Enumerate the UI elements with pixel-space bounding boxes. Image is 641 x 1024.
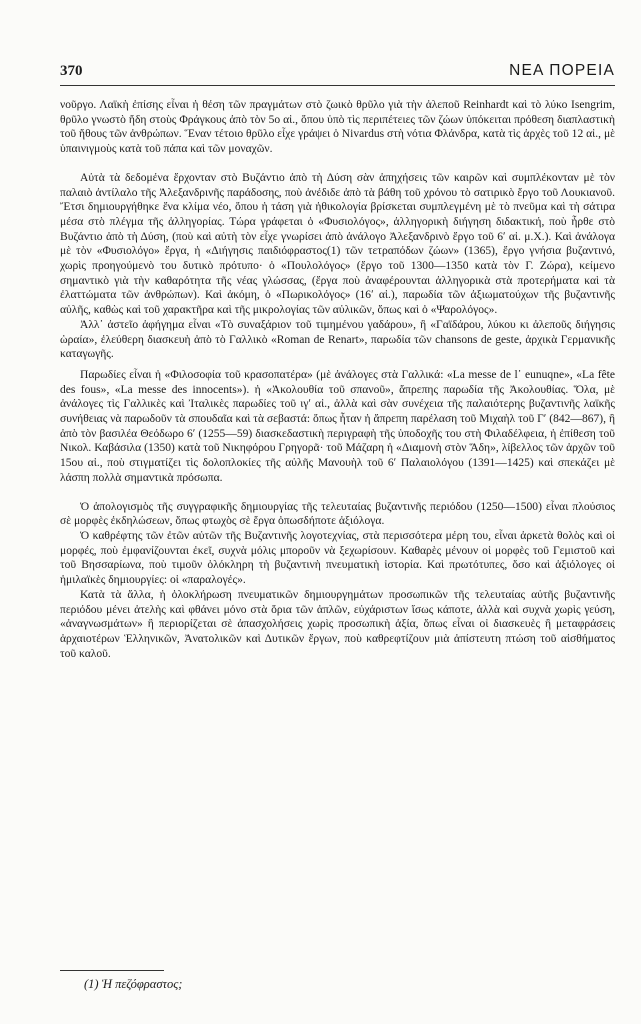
- paragraph: Αὐτὰ τὰ δεδομένα ἔρχονταν στὸ Βυζάντιο ἀπὸ τὴ Δύση σὰν ἀπηχήσεις τῶν καιρῶν καὶ συμπλέκονταν μὲ τὸν παλαιὸ ἀντίλαλο τῆς Ἀλεξανδρινῆς παράδοσης, ποὺ ἀνέδιδε ἀπὸ τὰ βάθη τοῦ χρόνου τὸ σατιρικὸ ἔργο τοῦ Λουκιανοῦ. Ἔτσι δημιουργήθηκε ἕνα κλίμα νέο, ὅπου ἡ τάση γιὰ ἠθικολογία βρίσκεται συμπλεγμένη μὲ τὸ πνεῦμα καὶ τὴ σάτιρα μέσα στὸ πλέγμα τῆς ἀλληγορίας. Τώρα γράφεται ὁ «Φυσιολόγος», ἀλληγορικὴ διήγηση διδακτική, ποὺ ἦρθε στὸ Βυζάντιο ἀπὸ τὴ Δύση, (ποὺ καὶ αὐτὴ τὸν εἶχε γνωρίσει ἀπὸ ἀνάλογο Ἀλεξανδρινὸ ἔργο τοῦ 6ʹ αἱ. μ.Χ.). Καὶ ἀνάλογα μὲ τὸν «Φυσιολόγο» ἔργα, ἡ «Διήγησις παιδιόφραστος(1) τῶν τετραπόδων ζώων» (1365), ἔργο γνήσια βυζαντινό, χωρὶς προηγούμενὸ του δυτικὸ πρότυπο· ὁ «Πουλολόγος» (ἔργο τοῦ 1300—1350 κατὰ τὸν Γ. Ζώρα), κείμενο σημαντικὸ γιὰ τὴν καθαρότητα τῆς νέας γλώσσας, (ἔργα ποὺ ἀναφέρουνται ἀλληγορικὰ στὰ προτερήματα καὶ τὰ ἐλαττώματα τῶν ἀνθρώπων). Καὶ ἀκόμη, ὁ «Πωρικολόγος» (16ʹ αἱ.), παρωδία τῶν ἀξιωματούχων τῆς βυζαντινῆς αὐλῆς, καθὼς καὶ τοῦ χαρακτῆρα καὶ τῆς μικρολογίας τῶν αὐλικῶν, ὅπως καὶ ὁ «Ψαρολόγος».: [60, 171, 615, 317]
- footnote-rule: [60, 970, 164, 971]
- paragraph: Ὁ ἀπολογισμὸς τῆς συγγραφικῆς δημιουργίας τῆς τελευταίας βυζαντινῆς περιόδου (1250—1500) εἶναι πλούσιος σὲ μορφὲς ἐκδηλώσεων, ὅπως φτωχὸς σὲ ἔργα ὁπωσδήποτε ἀξιόλογα.: [60, 500, 615, 528]
- running-title: ΝΕΑ ΠΟΡΕΙΑ: [509, 62, 615, 79]
- header-rule: [60, 85, 615, 86]
- page-header: [60, 62, 615, 80]
- article-body: [60, 98, 615, 661]
- page-number: 370: [60, 63, 83, 79]
- footnote: (1) Ἡ πεζόφραστος;: [84, 977, 183, 991]
- paragraph: νοῦργο. Λαϊκὴ ἐπίσης εἶναι ἡ θέση τῶν πραγμάτων στὸ ζωικὸ θρῦλο γιὰ τὴν ἀλεποῦ Reinhardt καὶ τὸ λύκο Isengrim, θρῦλο γνωστὸ ἤδη στοὺς Φράγκους ἀπὸ τὸν 5ο αἱ., ὅπου ὑπὸ τὶς περιπέτειες τῶν ζώων ὑπόκειται πρόθεση διαπλαστικὴ τοῦ ἤθους τῶν ἀνθρώπων. Ἕναν τέτοιο θρῦλο εἶχε γράψει ὁ Nivardus στὴ νότια Φλάνδρα, κατὰ τὶς ἀρχὲς τοῦ 12 αἱ., μὲ ὑπαινιγμοὺς κατὰ τοῦ πάπα καὶ τῶν μοναχῶν.: [60, 99, 615, 156]
- paragraph: Παρωδίες εἶναι ἡ «Φιλοσοφία τοῦ κρασοπατέρα» (μὲ ἀνάλογες στὰ Γαλλικά: «La messe de l᾽ eunuqne», «La fête des fous», «La messe des innocents»). ἡ «Ἀκολουθία τοῦ σπανοῦ», ἄπρεπης παρωδία τῆς Ἀκολουθίας. Ὅλα, μὲ ἀνάλογες τὶς Γαλλικὲς καὶ Ἰταλικὲς παρωδίες τοῦ ιγʹ αἱ., ἀλλὰ καὶ σὰν συνέχεια τῆς παλαιότερης βυζαντινῆς λαϊκῆς συνήθειας νὰ παρωδοῦν τὰ σπουδαῖα καὶ τὰ σεβαστά: ὅπως ἦταν ἡ ἄπρεπη παρέλαση τοῦ Μιχαὴλ τοῦ Γʹ (842—867), ἢ ἀπὸ τὸν βασιλέα Θεόδωρο 6ʹ (1255—59) διασκεδαστικὴ περιγραφὴ τῆς ὑποδοχῆς του στὴ Φιλαδέλφεια, ἡ ἐπίθεση τοῦ Νικολ. Καβάσιλα (1350) κατὰ τοῦ Νικηφόρου Γρηγορᾶ· τοῦ Μάζαρη ἡ «Διαμονὴ στὸν Ἅδη», λίβελλος τῶν ἀρχῶν τοῦ 15ου αἱ., ποὺ στιγματίζει τὶς δολοπλοκίες τῆς αὐλῆς Μανουὴλ τοῦ 6ʹ Παλαιολόγου (1391—1425) καὶ σπεκάζει μὲ λάσπη πολλὰ σημαντικὰ πρόσωπα.: [60, 368, 615, 484]
- paragraph: Ὁ καθρέφτης τῶν ἐτῶν αὐτῶν τῆς Βυζαντινῆς λογοτεχνίας, στὰ περισσότερα μέρη του, εἶναι ἀρκετὰ θολὸς καὶ οἱ μορφές, ποὺ ἐμφανίζουνται ἐκεῖ, συχνὰ μόλις μποροῦν νὰ ξεχωρίσουν. Καθαρὲς μένουν οἱ μορφὲς τοῦ Γεμιστοῦ καὶ τοῦ Βησσαρίωνα, ποὺ τιμοῦν ὁλόκληρη τὴ βυζαντινὴ πνευματικὴ ἱστορία. Καὶ πρωτότυπες, ὅσο καὶ ἀξιόλογες οἱ ἠμιλαϊκὲς δημιουργίες: οἱ «παραλογές».: [60, 529, 615, 587]
- paragraph: Ἀλλ᾽ ἀστεῖο ἀφήγημα εἶναι «Τὸ συναξάριον τοῦ τιμημένου γαδάρου», ἢ «Γαϊδάρου, λύκου κι ἀλεποῦς διήγησις ὡραία», ἐλεύθερη διασκευὴ ἀπὸ τὸ Γαλλικὸ «Roman de Renart», παρωδία τῶν chansons de geste, ἀρχικὰ Γερμανικῆς καταγωγῆς.: [60, 318, 615, 361]
- paragraph: Κατὰ τὰ ἄλλα, ἡ ὁλοκλήρωση πνευματικῶν δημιουργημάτων προσωπικῶν τῆς τελευταίας αὐτῆς βυζαντινῆς περιόδου μένει ἀτελὴς καὶ φθάνει μόνο στὰ ὅρια τῶν ἁπλῶν, εὐχάριστων ἴσως κάποτε, ἀλλὰ καὶ συχνὰ χωρὶς γεύση, «ἀναγνωσμάτων» ἢ περιορίζεται σὲ ἀπασχολήσεις χωρὶς προσωπικὴ ἀξία, ὅπως εἶναι οἱ διασκευὲς ἢ μεταφράσεις ἀρχαιοτέρων Ἑλληνικῶν, Ἀνατολικῶν καὶ Δυτικῶν ἔργων, ποὺ καθρεφτίζουν μιὰ ἀπίστευτη πτώση τοῦ αἰσθήματος τοῦ καλοῦ.: [60, 588, 615, 660]
